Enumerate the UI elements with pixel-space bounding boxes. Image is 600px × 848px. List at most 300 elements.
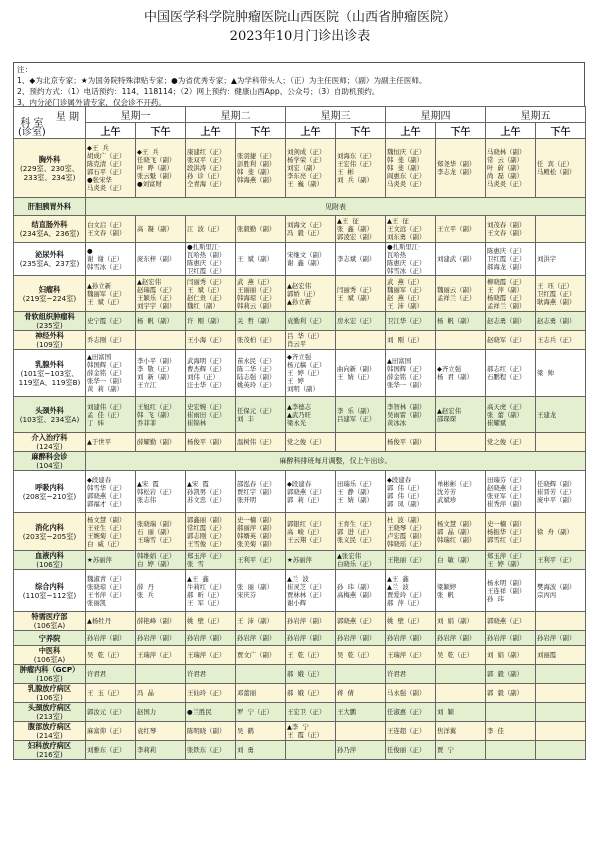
doctor-cell: ▲孙立新 魏丽军（正） 王 斌（正） — [86, 276, 136, 312]
doctor-cell — [136, 331, 186, 350]
doctor-cell: 许 刚（副） — [186, 312, 236, 331]
department-name: 泌尿外科 — [35, 250, 64, 259]
day-tuesday: 星期二 — [186, 107, 286, 123]
doctor-cell: 李 乐（副） 吕建军（正） — [336, 397, 386, 433]
doctor-cell: 邓蕾丽 — [236, 684, 286, 703]
doctor-cell: 刘洪宇 — [536, 243, 586, 276]
doctor-cell: 郭 毅（副） — [486, 684, 536, 703]
doctor-cell: 刘 娟（副） — [486, 646, 536, 665]
doctor-cell: ▲兰 波 崔灵芝（正） 贾林林（正） 谢小辉 — [286, 570, 336, 612]
doctor-cell: 贾 宁 — [436, 741, 486, 760]
pm-label: 下午 — [336, 123, 386, 139]
doctor-cell — [436, 331, 486, 350]
department-cell — [14, 433, 86, 452]
doctor-cell: ◆段建春 郭 伟（正） 郭 伟（正） 郭 凤（副） — [386, 471, 436, 513]
department-cell — [14, 331, 86, 350]
doctor-cell: 杜 波（副） 王晓琴（正） 卢宏霞（副） 韩晓瑶（正） — [386, 513, 436, 551]
doctor-cell: 王连超（正） — [386, 722, 436, 741]
department-cell — [14, 276, 86, 312]
doctor-cell: ◆齐立强 杨元稿（正） 王 婷（正） 王 婷 刘明（副） — [286, 350, 336, 397]
doctor-cell: 吴 鹤 — [236, 722, 286, 741]
table-row — [14, 631, 586, 646]
doctor-cell: 王利平（正） — [536, 551, 586, 570]
doctor-cell: 乔志刚（正） — [86, 331, 136, 350]
table-row — [14, 570, 586, 612]
table-row — [14, 276, 586, 312]
doctor-cell: 李志斌（副） — [336, 243, 386, 276]
table-row — [14, 433, 586, 452]
doctor-cell: ● 谢 谢（正） 韩雪冰（正） — [86, 243, 136, 276]
doctor-cell: 孙岩萍（副） — [486, 631, 536, 646]
doctor-cell: ▲宋 霞 韩松岩（正） 张志伟 — [136, 471, 186, 513]
pm-label: 下午 — [536, 123, 586, 139]
doctor-cell: 刘雅东（正） — [86, 741, 136, 760]
doctor-cell: 曲向新（副） 王 婧（正） — [336, 350, 386, 397]
doctor-cell: 史宏婉（正） 崔雨田（正） 崔锦林 — [186, 397, 236, 433]
doctor-cell: 郑尧华（副） 李志龙（副） — [436, 139, 486, 198]
doctor-cell: 李 佳 — [486, 722, 536, 741]
department-room: (106室) — [36, 674, 63, 683]
table-row — [14, 741, 586, 760]
doctor-cell: ▲王 征 王文远（正） 刘东勇（副） — [386, 216, 436, 243]
department-name: 胸外科 — [38, 154, 61, 164]
doctor-cell: 任俊丽（正） — [386, 741, 436, 760]
doctor-cell: 韩维娟（正） 白 婷（副） — [136, 551, 186, 570]
department-name: 综合内科 — [35, 581, 64, 591]
department-room: (208室~210室) — [22, 491, 77, 501]
schedule-body — [14, 139, 586, 760]
doctor-cell: ◆王 兵 胡成广（正） 陈克清（正） 郭石平（正） ●张宋华 马炎炎（正） — [86, 139, 136, 198]
doctor-cell: ◆王 兵 任晓飞（副） 叶 晔（副） 张云魁（副） ●刘富财 — [136, 139, 186, 198]
doctor-cell: 李小平（副） 李 敬（正） 刘 新（副） 王立江 — [136, 350, 186, 397]
doctor-cell: 马晓林（副） 常 云（副） 叶 蔚（副） 尚 磊（副） 马炎炎（正） — [486, 139, 536, 198]
doctor-cell: 白 敏（副） — [436, 551, 486, 570]
doctor-cell — [136, 665, 186, 684]
doctor-cell: 孙岩萍（副） — [86, 631, 136, 646]
table-row — [14, 243, 586, 276]
note-line: 注： — [17, 65, 33, 74]
doctor-cell: 王宏卫（正） — [286, 703, 336, 722]
department-name: 特需医疗部 — [31, 612, 68, 621]
schedule-table — [13, 106, 586, 760]
doctor-cell: ▲王 鑫 牛莉红（正） 郝 昕（正） 王 军（正） — [186, 570, 236, 612]
am-label: 上午 — [86, 123, 136, 139]
doctor-cell: 王建龙 — [536, 397, 586, 433]
doctor-cell: 刘海文（正） 冯 毅（正） — [286, 216, 336, 243]
doctor-cell: 陈明晓（副） — [186, 722, 236, 741]
doctor-cell: 孙岩萍（副） — [236, 631, 286, 646]
doctor-cell — [536, 703, 586, 722]
doctor-cell: 史一楠（副） 杨振华（正） 郭雪红（正） — [486, 513, 536, 551]
department-room: (235室A、237室) — [19, 259, 80, 268]
doctor-cell: 孙岩萍（副） — [186, 631, 236, 646]
doctor-cell: ◆段建春 郭晓燕（正） 郭 莉（正） — [286, 471, 336, 513]
doctor-cell: 姚 壁（正） — [386, 612, 436, 631]
doctor-cell: 王旭红（正） 韩 飞（副） 乔菲菲 — [136, 397, 186, 433]
department-cell — [14, 397, 86, 433]
doctor-cell: 闫丽秀（正） 王 斌（副） — [336, 276, 386, 312]
doctor-cell — [336, 722, 386, 741]
doctor-cell: 王 珏（正） 卫红霞（正） 耿海燕（副） — [536, 276, 586, 312]
doctor-cell: ★苏丽萍 — [286, 551, 336, 570]
department-room: (104室) — [36, 461, 63, 470]
doctor-cell — [336, 331, 386, 350]
doctor-cell: 宋继文（副） 谢 鑫（副） — [286, 243, 336, 276]
department-name: 血液内科 — [35, 551, 64, 560]
doctor-cell: 郭晓燕（正） — [336, 612, 386, 631]
department-cell — [14, 350, 86, 397]
doctor-cell: 党之俊（正） — [486, 433, 536, 452]
day-thursday: 星期四 — [386, 107, 486, 123]
doctor-cell: 孙岩萍（副） — [436, 631, 486, 646]
doctor-cell — [336, 665, 386, 684]
department-name: 头颈外科 — [35, 405, 64, 415]
doctor-cell: 郭鑫丽（副） 常红霞（正） 郭志刚（正） 王雪俊（正） — [186, 513, 236, 551]
department-cell — [14, 471, 86, 513]
doctor-cell: 王仙玲（正） — [186, 684, 236, 703]
department-name: 呼吸内科 — [35, 482, 64, 492]
doctor-cell: 魏淑青（正） 张晓琼（正） 王书萍（正） 张丽凯 — [86, 570, 136, 612]
am-label: 上午 — [386, 123, 436, 139]
doctor-cell: 王 斌（副） — [236, 243, 286, 276]
department-room: (124室) — [36, 442, 63, 451]
department-name: 结直肠外科 — [31, 220, 68, 229]
department-room: (235室) — [36, 321, 63, 330]
doctor-cell: 孙乃萍 — [336, 741, 386, 760]
corner-dept-label: 科 室 (诊室) — [18, 118, 46, 138]
doctor-cell: 薛 丹 张 兵 — [136, 570, 186, 612]
doctor-cell: 焦洋翼 — [436, 722, 486, 741]
department-room: (110室~112室) — [22, 590, 77, 600]
doctor-cell: ●扎斯里江· 瓦哈热 陈惠庆（正） 韩雪冰（正） — [386, 243, 436, 276]
doctor-cell: 郝志红（正） 石鹏程（正） — [486, 350, 536, 397]
doctor-cell: ▲于世平 — [86, 433, 136, 452]
doctor-cell: 史一楠（副） 郝丽萍（副） 韩婿英（副） 张美菊（副） — [236, 513, 286, 551]
doctor-cell: 孙岩萍（副） — [336, 631, 386, 646]
doctor-cell: 徐 舟（副） — [536, 513, 586, 551]
table-row — [14, 612, 586, 631]
doctor-cell: 马永强（副） — [386, 684, 436, 703]
doctor-cell: 康建红（正） 张双平（正） 段洪涛（正） 孙 诊（正） 仝青海（正） — [186, 139, 236, 198]
doctor-cell: 党之俊（正） — [286, 433, 336, 452]
department-room: (214室) — [36, 731, 63, 740]
doctor-cell: 闫丽秀（正） 王 斌（正） 赵仁贵（正） 魏红（副） — [186, 276, 236, 312]
department-cell — [14, 216, 86, 243]
department-room: (229室、230室、233室、234室) — [20, 163, 79, 182]
department-name: 肿瘤内科（GCP） — [19, 665, 80, 674]
doctor-cell: 郭晓燕（正） — [486, 612, 536, 631]
doctor-cell: 姚 壁（正） — [186, 612, 236, 631]
doctor-cell: 魏丽云（副） 孟祥兰（正） — [436, 276, 486, 312]
pm-label: 下午 — [436, 123, 486, 139]
department-name: 腹部放疗病区 — [27, 722, 72, 731]
department-room: (219室~224室) — [22, 293, 77, 303]
doctor-cell: 王小海（正） — [186, 331, 236, 350]
doctor-cell — [536, 433, 586, 452]
department-room: (106室) — [36, 560, 63, 569]
doctor-cell: ▲李德志 ▲武乃旺 梁永光 — [286, 397, 336, 433]
doctor-cell: 温树伟（正） — [236, 433, 286, 452]
doctor-cell: 任晓辉（副） 崔晋芳（正） 庞中平（副） — [536, 471, 586, 513]
table-row — [14, 722, 586, 741]
doctor-cell: 郭 毅（副） — [486, 665, 536, 684]
department-cell — [14, 741, 86, 760]
doctor-cell: ▲田富国 韩国辉（正） 薛金铭（正） 张华一（副） 黄 莉（副） — [86, 350, 136, 397]
hospital-title: 中国医学科学院肿瘤医院山西医院（山西省肿瘤医院） — [143, 10, 456, 25]
doctor-cell: 赵晓军（正） — [486, 331, 536, 350]
doctor-cell: 武海明（正） 曹杰辉（正） 刘伟（正） 汪士华（正） — [186, 350, 236, 397]
doctor-cell: 杨文慧（副） 郭 晶（副） 韩瑞红（副） — [436, 513, 486, 551]
department-room: (109室) — [36, 340, 63, 349]
doctor-cell: 房永宏（正） — [336, 312, 386, 331]
doctor-cell: 杨俊平（副） — [386, 433, 436, 452]
department-room: (203室~205室) — [22, 531, 77, 541]
am-label: 上午 — [186, 123, 236, 139]
doctor-cell: 高 凝（副） — [136, 216, 186, 243]
doctor-cell: 刘建武（副） — [436, 243, 486, 276]
doctor-cell: 王 乾（正） — [286, 646, 336, 665]
doctor-cell — [486, 703, 536, 722]
table-row — [14, 452, 586, 471]
department-name: 妇瘤科 — [38, 284, 61, 294]
doctor-cell: 刘丽霞 — [536, 646, 586, 665]
doctor-cell: 孙岩萍（副） — [536, 631, 586, 646]
department-room: (101室~103室、119室A、119室B) — [18, 368, 81, 387]
doctor-cell: 郝 娥（正） — [286, 665, 336, 684]
doctor-cell: 郝 娥（正） — [286, 684, 336, 703]
doctor-cell: 魏恒庆（正） 韩 斐（副） 韩 斐（副） 阎惠东（正） 马炎炎（正） — [386, 139, 436, 198]
pm-label: 下午 — [236, 123, 286, 139]
doctor-cell: 刘剑成（正） 杨学荣（正） 刘宏（副） 李东亮（正） 王 巍（副） — [286, 139, 336, 198]
doctor-cell: 赵志勇（副） — [536, 312, 586, 331]
table-row — [14, 331, 586, 350]
department-cell — [14, 198, 86, 216]
doctor-cell: 孙岩萍（副） — [386, 631, 436, 646]
table-row — [14, 665, 586, 684]
doctor-cell — [536, 665, 586, 684]
table-row — [14, 216, 586, 243]
doctor-cell: 赵国力 — [136, 703, 186, 722]
department-cell — [14, 452, 86, 471]
doctor-cell: 薛耀勤（副） — [136, 433, 186, 452]
doctor-cell: 柳晓霞（正） 王 萍（副） 杨晓霞（正） 孟祥兰（副） — [486, 276, 536, 312]
doctor-cell: 庞东梓（副） — [136, 243, 186, 276]
doctor-cell: 吴 乾（正） — [336, 646, 386, 665]
doctor-cell — [486, 741, 536, 760]
table-row — [14, 350, 586, 397]
day-monday: 星期一 — [86, 107, 186, 123]
department-cell — [14, 646, 86, 665]
doctor-cell: 刘茂春（副） 王文春（副） — [486, 216, 536, 243]
doctor-cell: 刘建伟（正） 孟 佳（正） 丁 炜 — [86, 397, 136, 433]
doctor-cell: ★苏丽萍 — [86, 551, 136, 570]
doctor-cell: 王育生（正） 郭 进（正） 张义民（正） — [336, 513, 386, 551]
doctor-cell: 任保元（正） 刘 丰 — [236, 397, 286, 433]
doctor-cell: 张毅勤（副） — [236, 216, 286, 243]
pm-label: 下午 — [136, 123, 186, 139]
doctor-cell: 袁勤利（正） — [286, 312, 336, 331]
doctor-cell: 刘 娟（副） — [436, 612, 486, 631]
corner-week-label: 星 期 — [55, 112, 79, 123]
doctor-cell: 任 宾（正） 马殿松（副） — [536, 139, 586, 198]
table-row — [14, 684, 586, 703]
doctor-cell — [536, 684, 586, 703]
doctor-cell: 王志兵（正） — [536, 331, 586, 350]
doctor-cell: 李莉莉 — [136, 741, 186, 760]
department-cell — [14, 612, 86, 631]
doctor-cell: 杨永明（副） 王连祥（副） 孙 玮 — [486, 570, 536, 612]
doctor-cell — [236, 665, 286, 684]
doctor-cell — [536, 612, 586, 631]
doctor-cell: 王艳丽（正） — [386, 551, 436, 570]
doctor-cell — [436, 665, 486, 684]
doctor-cell: 王利平（正） — [236, 551, 286, 570]
department-name: 消化内科 — [35, 522, 64, 532]
department-room: (103室、234室A) — [19, 414, 80, 424]
doctor-cell: 袁红琴 — [136, 722, 186, 741]
doctor-cell: 刘 勇 — [236, 741, 286, 760]
department-cell — [14, 665, 86, 684]
doctor-cell: 王 玉（正） — [86, 684, 136, 703]
department-cell — [14, 551, 86, 570]
doctor-cell: ●扎斯里江· 瓦哈热（副） 陈惠庆（正） 卫红霞（正） — [186, 243, 236, 276]
department-name: 头颈放疗病区 — [27, 703, 72, 712]
doctor-cell: 田瑞芬（正） 赵晓燕（正） 张亚军（正） 崔秀萍（副） — [486, 471, 536, 513]
doctor-cell — [286, 741, 336, 760]
doctor-cell: 吴 乾（正） — [86, 646, 136, 665]
department-name: 肝胆胰胃外科 — [27, 202, 72, 211]
doctor-cell: 王瑞萍（正） — [386, 646, 436, 665]
doctor-cell: 吕 华（正） 肖云平 — [286, 331, 336, 350]
doctor-cell: 许君君 — [186, 665, 236, 684]
table-row — [14, 551, 586, 570]
department-room: (234室A、236室) — [19, 229, 80, 238]
notes-box — [13, 62, 585, 106]
doctor-cell — [436, 433, 486, 452]
doctor-cell: ●兰胜民 — [186, 703, 236, 722]
doctor-cell: 吴 乾（正） — [436, 646, 486, 665]
doctor-cell: 蒋 倩 — [336, 684, 386, 703]
doctor-cell — [436, 684, 486, 703]
table-row — [14, 312, 586, 331]
doctor-cell: 刘海东（正） 王宏伟（正） 王 彬 刘 兵（副） — [336, 139, 386, 198]
department-name: 妇科放疗病区 — [27, 741, 72, 750]
doctor-cell: 刘 颖 — [436, 703, 486, 722]
doctor-cell: 麻富仰（正） — [86, 722, 136, 741]
table-row — [14, 198, 586, 216]
doctor-cell — [536, 216, 586, 243]
department-cell — [14, 684, 86, 703]
department-cell — [14, 513, 86, 551]
doctor-cell: 孙 玮（副） 高梅燕（副） — [336, 570, 386, 612]
doctor-cell: 史宁霞（正） — [86, 312, 136, 331]
doctor-cell: 冯 晶 — [136, 684, 186, 703]
doctor-cell: ▲赵宏伟 郭娇（正） ▲孙立新 — [286, 276, 336, 312]
department-cell — [14, 703, 86, 722]
header-corner — [14, 107, 86, 139]
department-name: 中医科 — [38, 646, 61, 655]
department-name: 宁养院 — [38, 633, 61, 643]
department-name: 神经外科 — [35, 331, 64, 340]
department-name: 骨软组织肿瘤科 — [24, 312, 75, 321]
doctor-cell: 武 燕（正） 魏丽军（正） 赵 燕（正） 王 沛（副） — [386, 276, 436, 312]
department-name: 乳腺外科 — [35, 359, 64, 369]
am-label: 上午 — [486, 123, 536, 139]
doctor-cell: ▲杨牡丹 — [86, 612, 136, 631]
doctor-cell — [536, 722, 586, 741]
table-row — [14, 139, 586, 198]
table-row — [14, 513, 586, 551]
doctor-cell: 郭汝元（正） — [86, 703, 136, 722]
doctor-cell: 杨 帆（副） — [136, 312, 186, 331]
doctor-cell: 江 波（正） — [186, 216, 236, 243]
doctor-cell: 孙岩萍（副） — [136, 631, 186, 646]
department-cell — [14, 312, 86, 331]
doctor-cell: 张羽捷（正） 彭胜利（副） 韩 斐（副） 韩海燕（副） — [236, 139, 286, 198]
doctor-cell: 赵志勇（副） — [486, 312, 536, 331]
department-name: 乳腺放疗病区 — [27, 684, 72, 693]
note-line: 2、预约方式：（1）电话预约：114、118114；（2）网上预约：健康山西App、公众号；（3）自助机预约。 — [17, 87, 380, 96]
merged-note-cell: 见附表 — [86, 198, 586, 216]
doctor-cell: 田瑞乐（正） 王 静（副） 王 婧（副） — [336, 471, 386, 513]
doctor-cell: 梁 帅 — [536, 350, 586, 397]
doctor-cell: 关 哲（副） — [236, 312, 286, 331]
department-cell — [14, 139, 86, 198]
table-row — [14, 471, 586, 513]
doctor-cell: 梁颖婷 张 帆 — [436, 570, 486, 612]
doctor-cell: ◆齐立强 杨 君（副） — [436, 350, 486, 397]
doctor-cell: ▲赵宏伟 赵瑞霞（正） 王颖乐（正） 刘宇宇（副） — [136, 276, 186, 312]
department-room: (106室A) — [33, 655, 66, 664]
doctor-cell: ▲李 宁 王 霞（正） — [286, 722, 336, 741]
doctor-cell: 贾文广（副） — [236, 646, 286, 665]
doctor-cell: ▲赵宏伟 邵琛琛 — [436, 397, 486, 433]
doctor-cell: 白文启（正） 王文春（副） — [86, 216, 136, 243]
department-room: (106室A) — [33, 621, 66, 630]
table-row — [14, 703, 586, 722]
merged-note-cell: 麻醉科排班每月调整，仅上午出诊。 — [86, 452, 586, 471]
schedule-subtitle: 2023年10月门诊出诊表 — [229, 29, 371, 44]
doctor-cell: 薛艳峰（副） — [136, 612, 186, 631]
doctor-cell: 刘 刚（正） — [386, 331, 436, 350]
doctor-cell: 邵泓春（正） 贾红宇（副） 张开明 — [236, 471, 286, 513]
doctor-cell: 卫江华（正） — [386, 312, 436, 331]
doctor-cell: 郭银红（正） 高 峻（正） 王云翔（正） — [286, 513, 336, 551]
doctor-cell: 王大鹏 — [336, 703, 386, 722]
doctor-cell: 王瑞萍（正） — [136, 646, 186, 665]
department-cell — [14, 570, 86, 612]
note-line: 1、◆为北京专家；★为国务院特殊津贴专家；●为省优秀专家；▲为学科带头人；（正）为主任医师；（副）为副主任医师。 — [17, 76, 427, 85]
am-label: 上午 — [286, 123, 336, 139]
department-cell — [14, 722, 86, 741]
doctor-cell: 陈惠庆（正） 卫红霞（正） 郝海龙（副） — [486, 243, 536, 276]
doctor-cell: 杨文慧（副） 王亚生（正） 王婉菊（正） 白 威（正） — [86, 513, 136, 551]
doctor-cell: 苗永民（正） 陈二华（正） 陆志强（副） 姚英玲（正） — [236, 350, 286, 397]
doctor-cell: 任淑惠（正） — [386, 703, 436, 722]
doctor-cell: ◆段建春 韩雪华（正） 郭晓燕（正） 郭福才（正） — [86, 471, 136, 513]
doctor-cell: 张 丽（副） 宋庆芬 — [236, 570, 286, 612]
department-cell — [14, 243, 86, 276]
note-line: 3、内分泌门诊属外请专家，仅会诊不开药。 — [17, 98, 167, 107]
doctor-cell — [536, 741, 586, 760]
doctor-cell: 孙岩萍（副） — [286, 631, 336, 646]
doctor-cell: ▲王 鑫 ▲兰 波 贾爱玲（正） 郝 萍（正） — [386, 570, 436, 612]
table-row — [14, 646, 586, 665]
table-row — [14, 397, 586, 433]
day-wednesday: 星期三 — [286, 107, 386, 123]
doctor-cell: 罗 宁（正） — [236, 703, 286, 722]
department-room: (216室) — [36, 750, 63, 759]
